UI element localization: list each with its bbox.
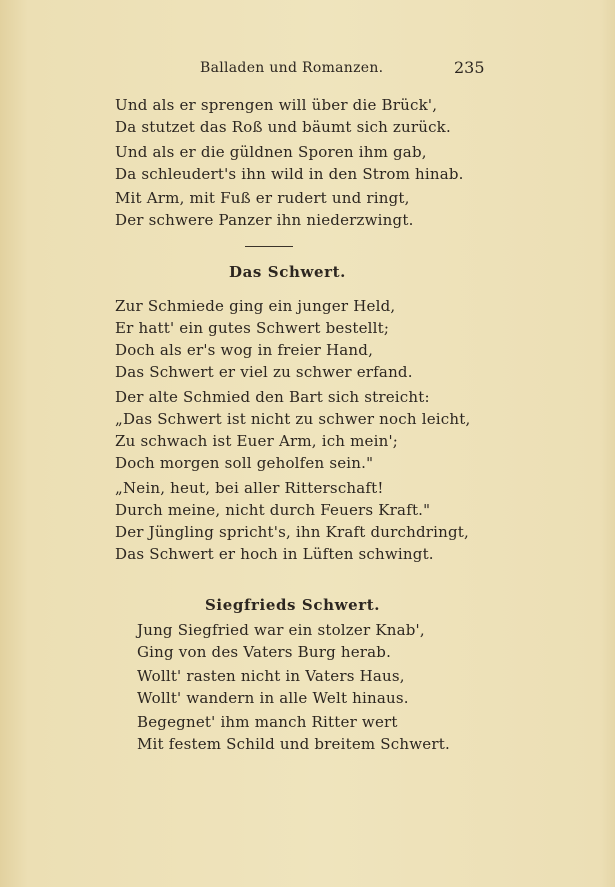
poem2-stanza-2 [115,386,470,474]
poem3-title: Siegfrieds Schwert. [205,596,381,614]
verse-line: Zu schwach ist Euer Arm, ich mein'; [115,432,399,450]
poem1-stanza-1 [115,94,451,138]
verse-line: „Nein, heut, bei aller Ritterschaft! [115,479,384,497]
page-header [0,60,615,82]
verse-line: Mit festem Schild und breitem Schwert. [137,735,450,753]
section-divider [245,246,293,247]
poem2-stanza-1 [115,295,413,383]
verse-line: Da stutzet das Roß und bäumt sich zurück. [115,118,451,136]
verse-line: Ging von des Vaters Burg herab. [137,643,392,661]
poem3-stanza-1 [137,619,425,663]
running-title: Balladen und Romanzen. [200,60,384,76]
verse-line: Begegnet' ihm manch Ritter wert [137,713,398,731]
verse-line: Der Jüngling spricht's, ihn Kraft durchdringt, [115,523,469,541]
verse-line: Wollt' rasten nicht in Vaters Haus, [137,667,405,685]
poem3-stanza-2 [137,665,409,709]
verse-line: Jung Siegfried war ein stolzer Knab', [137,621,425,639]
poem3-stanza-3 [137,711,450,755]
poem2-stanza-3 [115,477,469,565]
verse-line: Und als er sprengen will über die Brück', [115,96,438,114]
verse-line: Und als er die güldnen Sporen ihm gab, [115,143,427,161]
verse-line: Der alte Schmied den Bart sich streicht: [115,388,430,406]
verse-line: Doch morgen soll geholfen sein." [115,454,374,472]
verse-line: Wollt' wandern in alle Welt hinaus. [137,689,409,707]
verse-line: Zur Schmiede ging ein junger Held, [115,297,396,315]
poem2-title: Das Schwert. [229,263,346,281]
verse-line: Durch meine, nicht durch Feuers Kraft." [115,501,431,519]
verse-line: Er hatt' ein gutes Schwert bestellt; [115,319,390,337]
verse-line: Da schleudert's ihn wild in den Strom hinab. [115,165,464,183]
verse-line: Mit Arm, mit Fuß er rudert und ringt, [115,189,410,207]
verse-line: Das Schwert er viel zu schwer erfand. [115,363,413,381]
page-number: 235 [454,58,485,77]
verse-line: Der schwere Panzer ihn niederzwingt. [115,211,414,229]
verse-line: „Das Schwert ist nicht zu schwer noch leicht, [115,410,471,428]
verse-line: Doch als er's wog in freier Hand, [115,341,374,359]
poem1-stanza-3 [115,187,414,231]
poem1-stanza-2 [115,141,464,185]
verse-line: Das Schwert er hoch in Lüften schwingt. [115,545,434,563]
